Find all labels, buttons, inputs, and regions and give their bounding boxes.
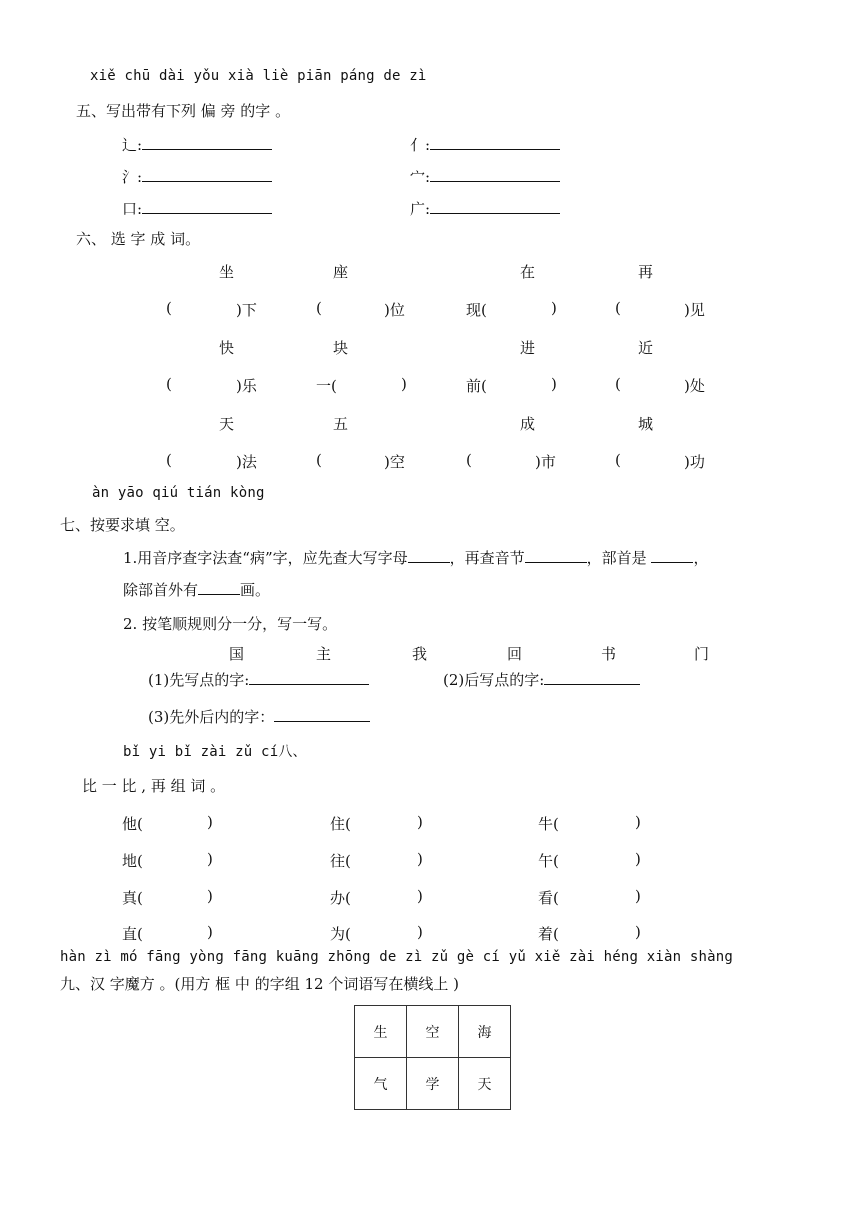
compare-item: 往( (330, 852, 351, 870)
blank-close: )空 (384, 453, 405, 471)
compare-close: ) (207, 813, 213, 831)
choice-char: 坐 (219, 263, 235, 281)
sec7-title: 七、按要求填 空。 (60, 516, 185, 534)
blank-open[interactable]: ( (615, 299, 621, 317)
compare-close: ) (635, 887, 641, 905)
radical-label: 口 (122, 200, 138, 218)
grid-cell: 海 (459, 1006, 511, 1058)
sec5-pinyin: xiě chū dài yǒu xià liè piān páng de zì (90, 68, 427, 84)
magic-square-grid (354, 1005, 511, 1110)
sec8-title: 比 一 比 , 再 组 词 。 (82, 777, 226, 795)
blank-close: )下 (236, 301, 257, 319)
answer-line[interactable] (408, 548, 450, 563)
choice-char: 城 (638, 415, 654, 433)
answer-line[interactable] (142, 135, 272, 150)
choice-char: 成 (520, 415, 536, 433)
blank-close: )功 (684, 453, 705, 471)
stroke-char: 回 (507, 645, 523, 663)
compare-close: ) (635, 850, 641, 868)
compare-close: ) (635, 923, 641, 941)
compare-item: 直( (122, 925, 143, 943)
q1-line2 (123, 579, 270, 600)
sec5-title: 五、写出带有下列 偏 旁 的字 。 (76, 102, 291, 120)
blank-open[interactable]: ( (166, 451, 172, 469)
compare-item: 牛( (538, 815, 559, 833)
radical-row: ⻌: (122, 134, 272, 155)
answer-line[interactable] (544, 670, 640, 685)
blank-close: )法 (236, 453, 257, 471)
answer-line[interactable] (430, 135, 560, 150)
q1-text: ， (693, 549, 709, 567)
grid-cell: 生 (355, 1006, 407, 1058)
answer-line[interactable] (142, 167, 272, 182)
choice-char: 再 (638, 263, 654, 281)
compare-close: ) (417, 850, 423, 868)
answer-line[interactable] (430, 167, 560, 182)
grid-cell: 天 (459, 1058, 511, 1110)
choice-char: 在 (520, 263, 536, 281)
blank-close: )乐 (236, 377, 257, 395)
blank-open[interactable]: ( (166, 299, 172, 317)
compare-close: ) (207, 887, 213, 905)
compare-item: 看( (538, 889, 559, 907)
q2-part3 (148, 706, 370, 727)
q1-text: 除部首外有 (123, 581, 199, 599)
compare-item: 他( (122, 815, 143, 833)
choice-char: 天 (219, 415, 235, 433)
radical-row: 广: (410, 198, 560, 219)
radical-label: 广 (410, 200, 426, 218)
compare-close: ) (207, 923, 213, 941)
q1-text: ，再查音节 (449, 549, 525, 567)
blank-close: )见 (684, 301, 705, 319)
radical-row: 口: (122, 198, 272, 219)
answer-line[interactable] (249, 670, 369, 685)
compare-item: 办( (330, 889, 351, 907)
q2-part-label: (1)先写点的字: (148, 671, 250, 689)
q2-part2 (443, 669, 640, 690)
grid-cell: 空 (407, 1006, 459, 1058)
sec6-title: 六、 选 字 成 词。 (76, 230, 201, 248)
stroke-char: 我 (412, 645, 428, 663)
answer-line[interactable] (525, 548, 587, 563)
choice-char: 座 (333, 263, 349, 281)
compare-item: 为( (330, 925, 351, 943)
blank-close: )位 (384, 301, 405, 319)
compare-item: 午( (538, 852, 559, 870)
sec8-pinyin: bǐ yi bǐ zài zǔ cí八、 (123, 744, 307, 760)
radical-label: ⻌ (122, 136, 138, 154)
q1-line1 (123, 547, 708, 568)
stroke-char: 国 (229, 645, 245, 663)
blank-open[interactable]: ( (316, 299, 322, 317)
choice-char: 近 (638, 339, 654, 357)
compare-close: ) (635, 813, 641, 831)
radical-label: 氵 (122, 168, 138, 186)
blank-open[interactable]: ( (615, 451, 621, 469)
blank-open[interactable]: 一( (316, 377, 337, 395)
grid-cell: 学 (407, 1058, 459, 1110)
q2-part-label: (3)先外后内的字： (148, 708, 275, 726)
answer-line[interactable] (274, 707, 370, 722)
q1-text: ，部首是 (586, 549, 652, 567)
compare-close: ) (207, 850, 213, 868)
choice-char: 快 (219, 339, 235, 357)
compare-item: 真( (122, 889, 143, 907)
radical-row: 宀: (410, 166, 560, 187)
blank-open[interactable]: ( (466, 451, 472, 469)
sec9-pinyin: hàn zì mó fāng yòng fāng kuāng zhōng de zì zǔ gè cí yǔ xiě zài héng xiàn shàng (60, 949, 734, 965)
blank-open[interactable]: 前( (466, 377, 487, 395)
q2-part1 (148, 669, 369, 690)
blank-open[interactable]: 现( (466, 301, 487, 319)
sec9-title: 九、汉 字魔方 。(用方 框 中 的字组 12 个词语写在横线上 ) (60, 975, 459, 993)
answer-line[interactable] (198, 580, 240, 595)
compare-item: 住( (330, 815, 351, 833)
blank-close: ) (551, 375, 557, 393)
blank-close: )市 (535, 453, 556, 471)
compare-close: ) (417, 887, 423, 905)
blank-close: ) (401, 375, 407, 393)
choice-char: 五 (333, 415, 349, 433)
stroke-char: 门 (694, 645, 710, 663)
sec7-pinyin: àn yāo qiú tián kòng (92, 485, 265, 501)
answer-line[interactable] (142, 199, 272, 214)
compare-item: 地( (122, 852, 143, 870)
radical-label: 亻 (410, 136, 426, 154)
radical-row: 氵: (122, 166, 272, 187)
blank-close: ) (551, 299, 557, 317)
blank-open[interactable]: ( (316, 451, 322, 469)
radical-row: 亻: (410, 134, 560, 155)
compare-close: ) (417, 923, 423, 941)
q1-text: 画。 (240, 581, 271, 599)
blank-open[interactable]: ( (166, 375, 172, 393)
stroke-char: 主 (316, 645, 332, 663)
answer-line[interactable] (430, 199, 560, 214)
answer-line[interactable] (651, 548, 693, 563)
blank-open[interactable]: ( (615, 375, 621, 393)
choice-char: 块 (333, 339, 349, 357)
radical-label: 宀 (410, 168, 426, 186)
compare-item: 着( (538, 925, 559, 943)
q1-text: 1.用音序查字法查“病”字，应先查大写字母 (123, 549, 408, 567)
q2-label: 2. 按笔顺规则分一分，写一写。 (123, 615, 338, 633)
blank-close: )处 (684, 377, 705, 395)
compare-close: ) (417, 813, 423, 831)
stroke-char: 书 (601, 645, 617, 663)
choice-char: 进 (520, 339, 536, 357)
q2-part-label: (2)后写点的字: (443, 671, 545, 689)
grid-cell: 气 (355, 1058, 407, 1110)
